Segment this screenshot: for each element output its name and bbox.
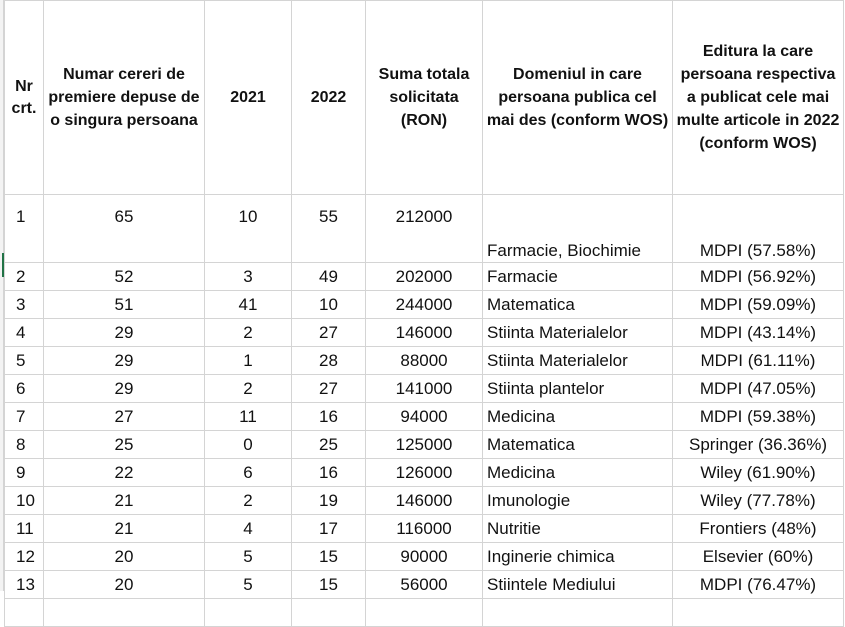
cell-domeniu[interactable]: Stiinta plantelor: [483, 375, 673, 403]
cell-2021[interactable]: 0: [205, 431, 292, 459]
header-2021[interactable]: 2021: [205, 1, 292, 195]
cell-editura[interactable]: MDPI (43.14%): [673, 319, 844, 347]
table-row: [5, 431, 844, 459]
table-row: [5, 195, 844, 263]
cell-2022[interactable]: 15: [292, 543, 366, 571]
table-row: [5, 515, 844, 543]
table-row: [5, 487, 844, 515]
cell-domeniu[interactable]: Stiinta Materialelor: [483, 319, 673, 347]
cell-cereri[interactable]: 20: [44, 543, 205, 571]
header-suma-totala[interactable]: Suma totala solicitata (RON): [366, 1, 483, 195]
cell-nr[interactable]: 5: [5, 347, 44, 375]
cell-suma[interactable]: 202000: [366, 263, 483, 291]
cell-domeniu[interactable]: Imunologie: [483, 487, 673, 515]
cell-editura[interactable]: Springer (36.36%): [673, 431, 844, 459]
cell-domeniu[interactable]: Stiinta Materialelor: [483, 347, 673, 375]
cell-2022[interactable]: 55: [292, 195, 366, 263]
cell-cereri[interactable]: 29: [44, 347, 205, 375]
cell-editura[interactable]: MDPI (56.92%): [673, 263, 844, 291]
cell-editura[interactable]: MDPI (59.09%): [673, 291, 844, 319]
table-row: [5, 291, 844, 319]
cell-2021[interactable]: 41: [205, 291, 292, 319]
cell-cereri[interactable]: 52: [44, 263, 205, 291]
cell-empty[interactable]: [44, 599, 205, 627]
cell-editura[interactable]: Wiley (61.90%): [673, 459, 844, 487]
data-table: [4, 0, 844, 627]
cell-domeniu[interactable]: Stiintele Mediului: [483, 571, 673, 599]
cell-2022[interactable]: 19: [292, 487, 366, 515]
cell-cereri[interactable]: 21: [44, 487, 205, 515]
cell-2021[interactable]: 5: [205, 543, 292, 571]
cell-nr[interactable]: 2: [5, 263, 44, 291]
cell-cereri[interactable]: 25: [44, 431, 205, 459]
cell-2021[interactable]: 2: [205, 319, 292, 347]
cell-2021[interactable]: 5: [205, 571, 292, 599]
cell-2022[interactable]: 16: [292, 459, 366, 487]
cell-2022[interactable]: 27: [292, 375, 366, 403]
table-row: [5, 347, 844, 375]
table-row: [5, 543, 844, 571]
cell-cereri[interactable]: 51: [44, 291, 205, 319]
table-row: [5, 263, 844, 291]
cell-cereri[interactable]: 27: [44, 403, 205, 431]
cell-nr[interactable]: 11: [5, 515, 44, 543]
cell-domeniu[interactable]: Medicina: [483, 403, 673, 431]
cell-editura[interactable]: MDPI (47.05%): [673, 375, 844, 403]
cell-domeniu[interactable]: Farmacie, Biochimie: [483, 195, 673, 263]
cell-2022[interactable]: 27: [292, 319, 366, 347]
cell-2022[interactable]: 49: [292, 263, 366, 291]
cell-2022[interactable]: 15: [292, 571, 366, 599]
table-row: [5, 319, 844, 347]
cell-suma[interactable]: 116000: [366, 515, 483, 543]
cell-nr[interactable]: 8: [5, 431, 44, 459]
cell-nr[interactable]: 7: [5, 403, 44, 431]
cell-suma[interactable]: 94000: [366, 403, 483, 431]
cell-domeniu[interactable]: Inginerie chimica: [483, 543, 673, 571]
cell-2021[interactable]: 2: [205, 375, 292, 403]
cell-nr[interactable]: 13: [5, 571, 44, 599]
cell-empty[interactable]: [483, 599, 673, 627]
cell-suma[interactable]: 56000: [366, 571, 483, 599]
cell-2022[interactable]: 25: [292, 431, 366, 459]
cell-2021[interactable]: 11: [205, 403, 292, 431]
cell-nr[interactable]: 1: [5, 195, 44, 263]
cell-domeniu[interactable]: Matematica: [483, 291, 673, 319]
cell-nr[interactable]: 9: [5, 459, 44, 487]
cell-editura[interactable]: Elsevier (60%): [673, 543, 844, 571]
cell-suma[interactable]: 141000: [366, 375, 483, 403]
header-2022[interactable]: 2022: [292, 1, 366, 195]
cell-2022[interactable]: 16: [292, 403, 366, 431]
cell-2021[interactable]: 3: [205, 263, 292, 291]
cell-2021[interactable]: 6: [205, 459, 292, 487]
cell-2022[interactable]: 28: [292, 347, 366, 375]
cell-2021[interactable]: 1: [205, 347, 292, 375]
cell-domeniu[interactable]: Matematica: [483, 431, 673, 459]
cell-suma[interactable]: 125000: [366, 431, 483, 459]
cell-nr[interactable]: 12: [5, 543, 44, 571]
table-row: [5, 459, 844, 487]
cell-domeniu[interactable]: Nutritie: [483, 515, 673, 543]
cell-domeniu[interactable]: Farmacie: [483, 263, 673, 291]
cell-cereri[interactable]: 29: [44, 375, 205, 403]
cell-nr[interactable]: 6: [5, 375, 44, 403]
header-numar-cereri[interactable]: Numar cereri de premiere depuse de o singura persoana: [44, 1, 205, 195]
cell-empty[interactable]: [205, 599, 292, 627]
cell-editura[interactable]: MDPI (59.38%): [673, 403, 844, 431]
cell-empty[interactable]: [5, 599, 44, 627]
cell-editura[interactable]: Wiley (77.78%): [673, 487, 844, 515]
header-row: [5, 1, 844, 195]
header-nr-crt[interactable]: Nr crt.: [5, 1, 44, 195]
cell-suma[interactable]: 146000: [366, 487, 483, 515]
cell-empty[interactable]: [673, 599, 844, 627]
cell-editura[interactable]: Frontiers (48%): [673, 515, 844, 543]
cell-empty[interactable]: [366, 599, 483, 627]
cell-cereri[interactable]: 20: [44, 571, 205, 599]
cell-suma[interactable]: 244000: [366, 291, 483, 319]
cell-nr[interactable]: 10: [5, 487, 44, 515]
cell-domeniu[interactable]: Medicina: [483, 459, 673, 487]
cell-suma[interactable]: 126000: [366, 459, 483, 487]
cell-2021[interactable]: 4: [205, 515, 292, 543]
cell-suma[interactable]: 90000: [366, 543, 483, 571]
cell-2022[interactable]: 10: [292, 291, 366, 319]
cell-2021[interactable]: 10: [205, 195, 292, 263]
cell-editura[interactable]: MDPI (76.47%): [673, 571, 844, 599]
table-row: [5, 375, 844, 403]
cell-editura[interactable]: MDPI (57.58%): [673, 195, 844, 263]
cell-empty[interactable]: [292, 599, 366, 627]
header-editura[interactable]: Editura la care persoana respectiva a publicat cele mai multe articole in 2022 (conform WOS): [673, 1, 844, 195]
cell-nr[interactable]: 3: [5, 291, 44, 319]
cell-nr[interactable]: 4: [5, 319, 44, 347]
cell-suma[interactable]: 146000: [366, 319, 483, 347]
cell-suma[interactable]: 212000: [366, 195, 483, 263]
cell-editura[interactable]: MDPI (61.11%): [673, 347, 844, 375]
cell-suma[interactable]: 88000: [366, 347, 483, 375]
header-domeniul[interactable]: Domeniul in care persoana publica cel mai des (conform WOS): [483, 1, 673, 195]
cell-cereri[interactable]: 29: [44, 319, 205, 347]
cell-cereri[interactable]: 22: [44, 459, 205, 487]
cell-2022[interactable]: 17: [292, 515, 366, 543]
table-row: [5, 403, 844, 431]
cell-cereri[interactable]: 65: [44, 195, 205, 263]
cell-2021[interactable]: 2: [205, 487, 292, 515]
table-row-empty: [5, 599, 844, 627]
table-row: [5, 571, 844, 599]
cell-cereri[interactable]: 21: [44, 515, 205, 543]
